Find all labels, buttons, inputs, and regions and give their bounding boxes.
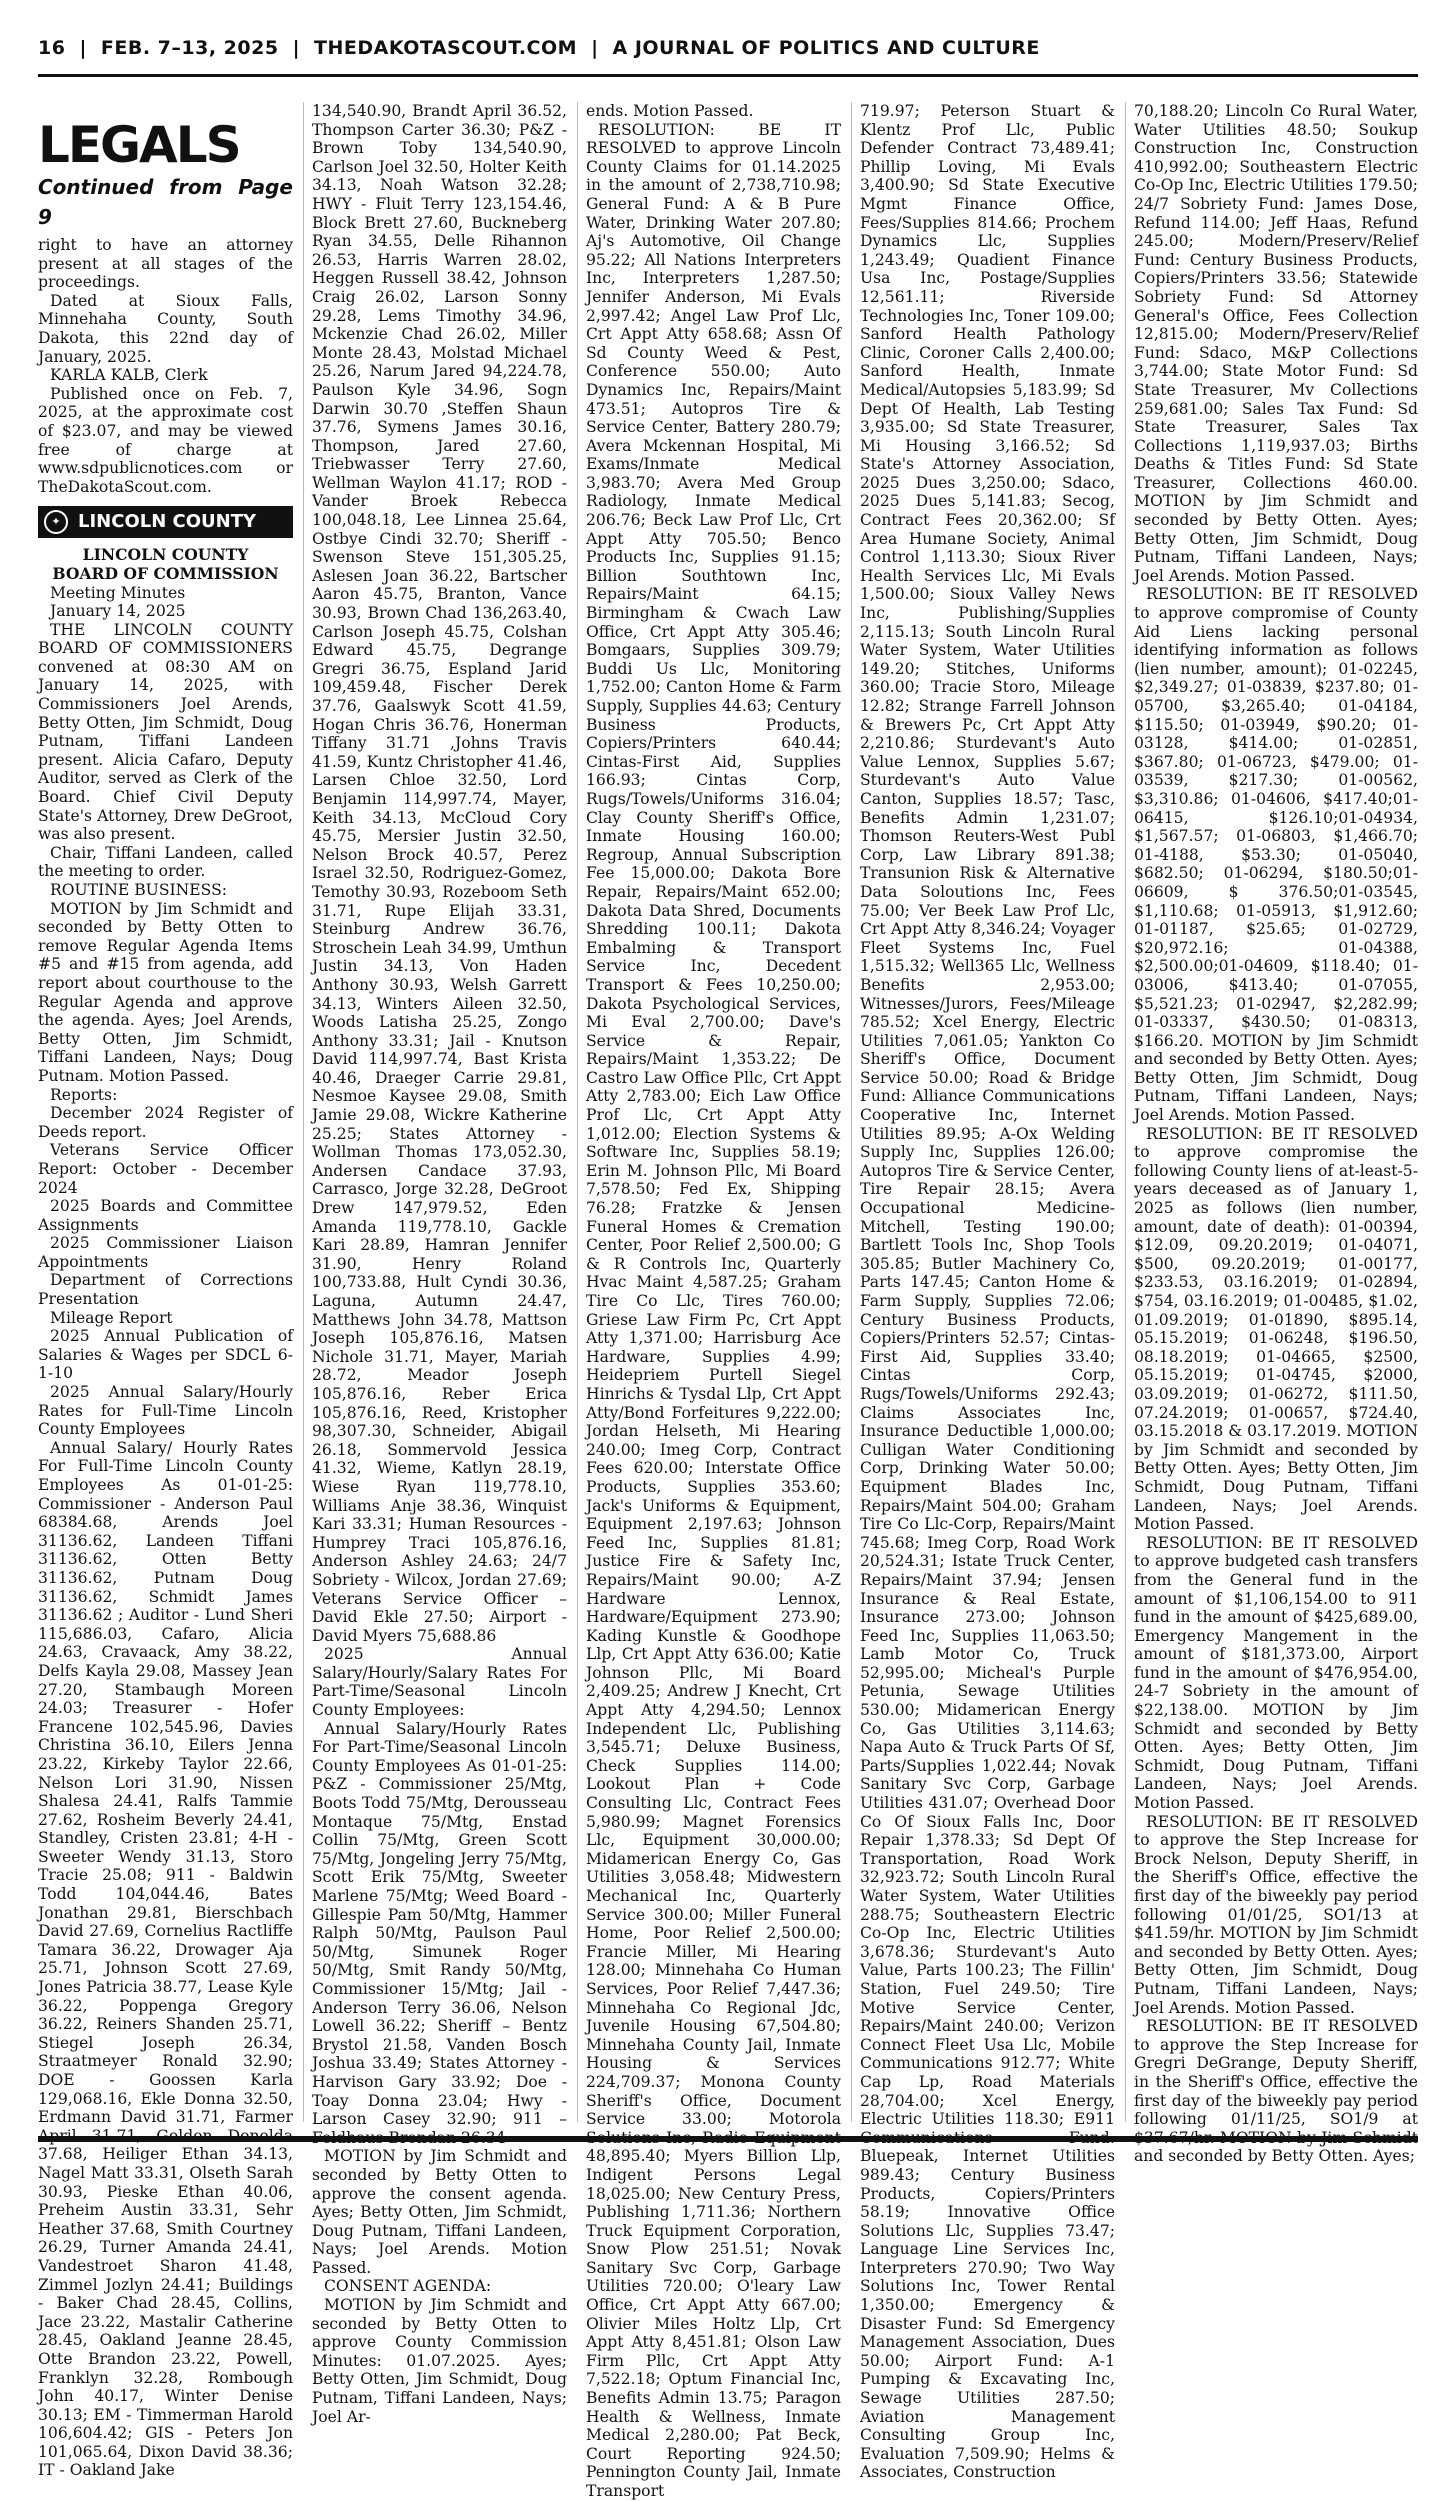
paragraph: 70,188.20; Lincoln Co Rural Water, Water Utilities 48.50; Soukup Construction Inc, Construction 410,992.00; Southeastern Electric Co-Op Inc, Electric Utilities 179.50; 24/7 Sobriety Fund: James Dose, Refund 114.00; Jeff Haas, Refund 245.00; Modern/Preserv/Relief Fund: Century Business Products, Copiers/Printers 33.56; Statewide Sobriety Fund: Sd Attorney General's Office, Fees Collection 12,815.00; Modern/Preserv/Relief Fund: Sdaco, M&P Collections 3,744.00; State Motor Fund: Sd State Treasurer, Mv Collections 259,681.00; Sales Tax Fund: Sd State Treasurer, Sales Tax Collections 1,119,937.03; Births Deaths & Titles Fund: Sd State Treasurer, Collections 460.00. MOTION by Jim Schmidt and seconded by Betty Otten. Ayes; Betty Otten, Jim Schmidt, Doug Putnam, Tiffani Landeen, Nays; Joel Arends. Motion Passed. [1134,102,1418,585]
paragraph: Dated at Sioux Falls, Minnehaha County, South Dakota, this 22nd day of January, 2025. [38,291,293,366]
paragraph: RESOLUTION: BE IT RESOLVED to approve the Step Increase for Gregri DeGrange, Deputy Sheriff, in the Sheriff's Office, effective the first day of the biweekly pay period following 01/11/25, SO1/9 at and seconded by Betty Otten. Ayes; [1134,2017,1418,2166]
paragraph: 2025 Annual Salary/Hourly/Salary Rates For Part-Time/Seasonal Lincoln County Employees: [312,1645,567,1720]
paragraph: RESOLUTION: BE IT RESOLVED to approve compromise of County Aid Liens lacking personal identifying information as follows (lien number, amount); 01-02245, $2,349.27; 01-03839, $237.80; 01-05700, $3,265.40; 01-04184, $115.50; 01-03949, $90.20; 01-03128, $414.00; 01-02851, $367.80; 01-06723, $479.00; 01-03539, $217.30; 01-00562, $3,310.86; 01-04606, $417.40;01-06415, $126.10;01-04934, $1,567.57; 01-06803, $1,466.70; 01-4188, $53.30; 01-05040, $682.50; 01-06294, $180.50;01-06609, $ 376.50;01-03545, $1,110.68; 01-05913, $1,912.60; 01-01187, $25.65; 01-02729, $20,972.16; 01-04388, $2,500.00;01-04609, $118.40; 01-03006, $413.40; 01-07055, $5,521.23; 01-02947, $2,282.99; 01-03337, $430.50; 01-08313, $166.20. MOTION by Jim Schmidt and seconded by Betty Otten. Ayes; Betty Otten, Jim Schmidt, Doug Putnam, Tiffani Landeen, Nays; Joel Arends. Motion Passed. [1134,585,1418,1125]
column-5 [1134,102,1419,2166]
paragraph: Chair, Tiffani Landeen, called the meeting to order. [38,843,293,881]
paragraph: RESOLUTION: BE IT RESOLVED to approve Lincoln County Claims for 01.14.2025 in the amount of 2,738,710.98; General Fund: A & B Pure Water, Drinking Water 207.80; Aj's Automotive, Oil Change 95.22; All Nations Interpreters Inc, Interpreters 1,287.50; Jennifer Anderson, Mi Evals 2,997.42; Angel Law Prof Llc, Crt Appt Atty 658.68; Assn Of Sd County Weed & Pest, Conference 550.00; Auto Dynamics Inc, Repairs/Maint 473.51; Autopros Tire & Service Center, Battery 280.79; Avera Mckennan Hospital, Mi Exams/Inmate Medical 3,983.70; Avera Med Group Radiology, Inmate Medical 206.76; Beck Law Prof Llc, Crt Appt Atty 705.50; Benco Products Inc, Supplies 91.15; Billion Southtown Inc, Repairs/Maint 64.15; Birmingham & Cwach Law Office, Crt Appt Atty 305.46; Bomgaars, Supplies 309.79; Buddi Us Llc, Monitoring 1,752.00; Canton Home & Farm Supply, Supplies 44.63; Century Business Products, Copiers/Printers 640.44; Cintas-First Aid, Supplies 166.93; Cintas Corp, Rugs/Towels/Uniforms 316.04; Clay County Sheriff's Office, Inmate Housing 160.00; Regroup, Annual Subscription Fee 15,000.00; Dakota Bore Repair, Repairs/Maint 652.00; Dakota Data Shred, Documents Shredding 100.11; Dakota Embalming & Transport Service Inc, Decedent Transport & Fees 10,250.00; Dakota Psychological Services, Mi Eval 2,700.00; Dave's Service & Repair, Repairs/Maint 1,353.22; De Castro Law Office Pllc, Crt Appt Atty 2,783.00; Eich Law Office Prof Llc, Crt Appt Atty 1,012.00; Election Systems & Software Inc, Supplies 58.19; Erin M. Johnson Pllc, Mi Board 7,578.50; Fed Ex, Shipping 76.28; Fratzke & Jensen Funeral Homes & Cremation Center, Poor Relief 2,500.00; G & R Controls Inc, Quarterly Hvac Maint 4,587.25; Graham Tire Co Llc, Tires 760.00; Griese Law Firm Pc, Crt Appt Atty 1,371.00; Harrisburg Ace Hardware, Supplies 4.99; Heidepriem Purtell Siegel Hinrichs & Tysdal Llp, Crt Appt Atty/Bond Forfeitures 9,222.00; Jordan Helseth, Mi Hearing 240.00; Imeg Corp, Contract Fees 620.00; Interstate Office Products, Supplies 353.60; Jack's Uniforms & Equipment, Equipment 2,197.63; Johnson Feed Inc, Supplies 81.81; Justice Fire & Safety Inc, Repairs/Maint 90.00; A-Z Hardware Lennox, Hardware/Equipment 273.90; Kading Kunstle & Goodhope Llp, Crt Appt Atty 636.00; Katie Johnson Pllc, Mi Board 2,409.25; Andrew J Knecht, Crt Appt Atty 4,294.50; Lennox Independent Llc, Publishing 3,545.71; Deluxe Business, Check Supplies 114.00; Lookout Plan + Code Consulting Llc, Contract Fees 5,980.99; Magnet Forensics Llc, Equipment 30,000.00; Midamerican Energy Co, Gas Utilities 3,058.48; Midwestern Mechanical Inc, Quarterly Service 300.00; Miller Funeral Home, Poor Relief 2,500.00; Francie Miller, Mi Hearing 128.00; Minnehaha Co Human Services, Poor Relief 7,447.36; Minnehaha Co Regional Jdc, Juvenile Housing 67,504.80; Minnehaha County Jail, Inmate Housing & Services 224,709.37; Monona County Sheriff's Office, Document Service 33.00; Motorola 48,895.40; Myers Billion Llp, Indigent Persons Legal 18,025.00; New Century Press, Publishing 1,711.36; Northern Truck Equipment Corporation, Snow Plow 251.51; Novak Sanitary Svc Corp, Garbage Utilities 720.00; O'leary Law Office, Crt Appt Atty 667.00; Olivier Miles Holtz Llp, Crt Appt Atty 8,451.81; Olson Law Firm Pllc, Crt Appt Atty 7,522.18; Optum Financial Inc, Benefits Admin 13.75; Paragon Health & Wellness, Inmate Medical 2,280.00; Pat Beck, Court Reporting 924.50; Pennington County Jail, Inmate Transport [586,120,841,2500]
section-heading: BOARD OF COMMISSION [52,563,279,583]
paragraph: RESOLUTION: BE IT RESOLVED to approve budgeted cash transfers from the General fund in the amount of $1,106,154.00 to 911 fund in the amount of $425,689.00, Emergency Mangement in the amount of $181,373.00, Airport fund in the amount of $476,954.00, 24-7 Sobriety in the amount of $22,138.00. MOTION by Jim Schmidt and seconded by Betty Otten. Ayes; Betty Otten, Jim Schmidt, Doug Putnam, Tiffani Landeen, Nays; Joel Arends. Motion Passed. [1134,1533,1418,1813]
paragraph: MOTION by Jim Schmidt and seconded by Betty Otten to approve the consent agenda. Ayes; Betty Otten, Jim Schmidt, Doug Putnam, Tiffani Landeen, Nays; Joel Arends. Motion Passed. [312,2147,567,2277]
paragraph: RESOLUTION: BE IT RESOLVED to approve the Step Increase for Brock Nelson, Deputy Sheriff, in the Sheriff's Office, effective the first day of the biweekly pay period following 01/01/25, SO1/13 at $41.59/hr. MOTION by Jim Schmidt and seconded by Betty Otten. Ayes; Betty Otten, Jim Schmidt, Doug Putnam, Tiffani Landeen, Nays; Joel Arends. Motion Passed. [1134,1812,1418,2017]
paragraph: 2025 Annual Salary/Hourly Rates for Full-Time Lincoln County Employees [38,1383,293,1439]
header-separator: | [292,37,301,59]
paragraph: ROUTINE BUSINESS: [50,881,228,899]
column-divider [1125,102,1126,2122]
paragraph: 2025 Boards and Committee Assignments [38,1197,293,1234]
paragraph: MOTION by Jim Schmidt and seconded by Betty Otten to remove Regular Agenda Items #5 and #15 from agenda, add report about courthouse to the Regular Agenda and approve the agenda. Ayes; Joel Arends, Betty Otten, Jim Schmidt, Tiffani Landeen, Nays; Doug Putnam. Motion Passed. [38,899,293,1085]
paragraph: Mileage Report [50,1308,173,1327]
paragraph: Published once on Feb. 7, 2025, at the approximate cost of $23.07, and may be viewed free of charge at www.sdpublicnotices.com or TheDakotaScout.com. [38,384,293,496]
column-divider [851,102,852,2122]
column-divider [577,102,578,2122]
paragraph: Reports: [50,1085,118,1104]
column-2 [312,102,567,2426]
paragraph: THE LINCOLN COUNTY BOARD OF COMMISSIONERS convened at 08:30 AM on January 14, 2025, with Commissioners Joel Arends, Betty Otten, Jim Schmidt, Doug Putnam, Tiffani Landeen present. Alicia Cafaro, Deputy Auditor, served as Clerk of the Board. Chief Civil Deputy State's Attorney, Drew DeGroot, was also present. [38,620,293,844]
section-heading: LINCOLN COUNTY [82,545,249,565]
paragraph: 2025 Annual Publication of Salaries & Wages per SDCL 6-1-10 [38,1327,293,1383]
paragraph: CONSENT AGENDA: [324,2277,492,2296]
paragraph: RESOLUTION: BE IT RESOLVED to approve compromise the following County liens of at-least-5-years deceased as of January 1, 2025 as follows (lien number, amount, date of death): 01-00394, $12.09, 09.20.2019; 01-04071, $500, 09.20.2019; 01-00177, $233.53, 03.16.2019; 01-02894, $754, 03.16.2019; 01-00485, $1.02, 01.09.2019; 01-01890, $895.14, 05.15.2019; 01-06248, $196.50, 08.18.2019; 01-04665, $2500, 05.15.2019; 01-04745, $2000, 03.09.2019; 01-06272, $111.50, 07.24.2019; 01-00657, $724.40, 03.15.2018 & 03.17.2019. MOTION by Jim Schmidt and seconded by Betty Otten. Ayes; Betty Otten, Jim Schmidt, Doug Putnam, Tiffani Landeen, Nays; Joel Arends. Motion Passed. [1134,1124,1419,1534]
col1-intro [38,236,293,496]
header-separator: | [79,37,87,59]
page-header [38,30,1418,66]
paragraph: Meeting Minutes [50,583,186,602]
column-1 [38,102,293,2480]
paragraph: 2025 Commissioner Liaison Appointments [38,1234,293,1271]
header-rule [38,74,1418,77]
page-number: 16 [38,37,66,59]
legals-heading: LEGALS [38,116,240,174]
issue-date: FEB. 7–13, 2025 [100,37,279,59]
county-seal-icon: ✦ [44,510,68,534]
site-name[interactable]: THEDAKOTASCOUT.COM [314,37,578,59]
paragraph: 719.97; Peterson Stuart & Klentz Prof Llc, Public Defender Contract 73,489.41; Phillip Loving, Mi Evals 3,400.90; Sd State Executive Mgmt Finance Office, Fees/Supplies 814.66; Prochem Dynamics Llc, Supplies 1,243.49; Quadient Finance Usa Inc, Postage/Supplies 12,561.11; Riverside Technologies Inc, Toner 109.00; Sanford Health Pathology Clinic, Coroner Calls 2,400.00; Sanford Health, Inmate Medical/Autopsies 5,183.99; Sd Dept Of Health, Lab Testing 3,935.00; Sd State Treasurer, Mi Housing 3,166.52; Sd State's Attorney Association, 2025 Dues 3,250.00; Sdaco, 2025 Dues 5,141.83; Secog, Contract Fees 20,362.00; Sf Area Humane Society, Animal Control 1,113.30; Sioux River Health Services Llc, Mi Evals 1,500.00; Sioux Valley News Inc, Publishing/Supplies 2,115.13; South Lincoln Rural Water System, Water Utilities 149.20; Stitches, Uniforms 360.00; Tracie Storo, Mileage 12.82; Strange Farrell Johnson & Brewers Pc, Crt Appt Atty 2,210.86; Sturdevant's Auto Value Lennox, Supplies 5.67; Sturdevant's Auto Value Canton, Supplies 18.57; Tasc, Benefits Admin 1,231.07; Thomson Reuters-West Publ Corp, Law Library 891.38; Transunion Risk & Alternative Data Soloutions Inc, Fees 75.00; Ver Beek Law Prof Llc, Crt Appt Atty 8,346.24; Voyager Fleet Systems Inc, Fuel 1,515.32; Well365 Llc, Wellness Benefits 2,953.00; Witnesses/Jurors, Fees/Mileage 785.52; Xcel Energy, Electric Utilities 7,061.05; Yankton Co Sheriff's Office, Document Service 50.00; Road & Bridge Fund: Alliance Communications Cooperative Inc, Internet Utilities 89.95; A-Ox Welding Supply Inc, Supplies 126.00; Autopros Tire & Service Center, Tire Repair 28.15; Avera Occupational Medicine-Mitchell, Testing 190.00; Bartlett Tools Inc, Shop Tools 305.85; Butler Machinery Co, Parts 147.45; Canton Home & Farm Supply, Supplies 72.06; Century Business Products, Copiers/Printers 52.57; Cintas-First Aid, Supplies 33.40; Cintas Corp, Rugs/Towels/Uniforms 292.43; Claims Associates Inc, Insurance Deductible 1,000.00; Culligan Water Conditioning Corp, Drinking Water 50.00; Equipment Blades Inc, Repairs/Maint 504.00; Graham Tire Co Llc-Corp, Repairs/Maint 745.68; Imeg Corp, Road Work 20,524.31; Istate Truck Center, Repairs/Maint 37.94; Jensen Insurance & Real Estate, Insurance 273.00; Johnson Feed Inc, Supplies 11,063.50; Lamb Motor Co, Truck 52,995.00; Micheal's Purple Petunia, Sewage Utilities 530.00; Midamerican Energy Co, Gas Utilities 3,114.63; Napa Auto & Truck Parts Of Sf, Parts/Supplies 1,022.44; Novak Sanitary Svc Corp, Garbage Utilities 431.07; Overhead Door Co Of Sioux Falls Inc, Door Repair 1,378.33; Sd Dept Of Transportation, Road Work 32,923.72; South Lincoln Rural Water System, Water Utilities 288.75; Southeastern Electric Co-Op Inc, Electric Utilities 3,678.36; Sturdevant's Auto Value, Parts 100.23; The Fillin' Station, Fuel 249.50; Tire Motive Service Center, Repairs/Maint 240.00; Verizon Connect Fleet Usa Llc, Mobile Communications 912.77; White Cap Lp, Road Materials 28,704.00; Xcel Energy, Electric Utilities 118.30; E911 Bluepeak, Internet Utilities 989.43; Century Business Products, Copiers/Printers 58.19; Innovative Office Solutions Llc, Supplies 73.47; Language Line Services Inc, Interpreters 270.90; Two Way Solutions Inc, Tower Rental 1,350.00; Emergency & Disaster Fund: Sd Emergency Management Association, Dues 50.00; Airport Fund: A-1 Pumping & Excavating Inc, Sewage Utilities 287.50; Aviation Management Consulting Group Inc, Evaluation 7,509.90; Helms & Associates, Construction [860,102,1115,2482]
paragraph: January 14, 2025 [50,602,186,621]
paragraph: December 2024 Register of Deeds report. [38,1104,293,1141]
paragraph: Veterans Service Officer Report: October - December 2024 [38,1141,293,1197]
paragraph: Annual Salary/Hourly Rates For Part-Time/Seasonal Lincoln County Employees As 01-01-25: P&Z - Commissioner 25/Mtg, Boots Todd 75/Mtg, Derousseau Montaque 75/Mtg, Enstad Collin 75/Mtg, Green Scott 75/Mtg, Jongeling Jerry 75/Mtg, Scott Erik 75/Mtg, Sweeter Marlene 75/Mtg; Weed Board - Gillespie Pam 50/Mtg, Hammer Ralph 50/Mtg, Paulson Paul 50/Mtg, Simunek Roger 50/Mtg, Smit Randy 50/Mtg, Commissioner 15/Mtg; Jail - Anderson Terry 36.06, Nelson Lowell 36.22; Sheriff – Bentz Brystol 21.58, Vanden Bosch Joshua 33.49; States Attorney - Harvison Gary 33.92; Doe - Toay Donna 23.04; Hwy - Larson Casey 32.90; 911 – [312,1719,567,2129]
paragraph: right to have an attorney present at all stages of the proceedings. [38,236,293,292]
paragraph: KARLA KALB, Clerk [50,366,208,385]
continued-note: Continued from Page 9 [38,175,293,229]
paragraph: ends. Motion Passed. [586,102,754,120]
column-4 [860,102,1115,2482]
column-3 [586,102,841,2500]
paragraph: Department of Corrections Presentation [38,1271,293,1309]
footer-rule [38,2136,1418,2142]
paragraph: Annual Salary/ Hourly Rates For Full-Time Lincoln County Employees As 01-01-25: Commissioner - Anderson Paul 68384.68, Arends Joel 31136.62, Landeen Tiffani 31136.62, Otten Betty 31136.62, Putnam Doug 31136.62, Schmidt James 31136.62 ; Auditor - Lund Sheri 115,686.03, Cafaro, Alicia 24.63, Cravaack, Amy 38.22, Delfs Kayla 29.08, Massey Jean 27.20, Stambaugh Moreen 24.03; Treasurer - Hofer Francene 102,545.96, Davies Christina 36.10, Eilers Jenna 23.22, Kirkeby Taylor 22.66, Nelson Lori 31.90, Nissen Shalesa 24.41, Ralfs Tammie 27.62, Rosheim Beverly 24.41, Standley, Cristen 23.81; 4-H - Sweeter Wendy 31.13, Storo Tracie 25.08; 911 - Baldwin Todd 104,044.46, Bates Jonathan 29.81, Bierschbach David 27.69, Cornelius Ractliffe Tamara 36.22, Drowager Aja 25.71, Johnson Scott 27.69, Jones Patricia 38.77, Lease Kyle 36.22, Poppenga Gregory 36.22, Reiners Shanden 25.71, Stiegel Joseph 26.34, Straatmeyer Ronald 32.90; DOE - Goossen Karla 129,068.16, Ekle Donna 32.50, Erdmann David 31.71, Farmer 37.68, Heiliger Ethan 34.13, Nagel Matt 33.31, Olseth Sarah 30.93, Pieske Ethan 40.06, Preheim Austin 33.31, Sehr Heather 37.68, Smith Courtney 26.29, Turner Amanda 24.41, Vandestroet Sharon 41.48, Zimmel Jozlyn 24.41; Buildings - Baker Chad 28.45, Collins, Jace 23.22, Mastalir Catherine 28.45, Oakland Jeanne 28.45, Otte Brandon 23.22, Powell, Franklyn 32.28, Rombough John 40.17, Winter Denise 30.13; EM - Timmerman Harold 106,604.42; GIS - Peters Jon 101,065.64, Dixon David 38.36; IT - Oakland Jake [38,1438,293,2480]
column-divider [303,102,304,2122]
paragraph: 134,540.90, Brandt April 36.52, Thompson Carter 36.30; P&Z - Brown Toby 134,540.90, Carlson Joel 32.50, Holter Keith 34.13, Noah Watson 32.28; HWY - Fluit Terry 123,154.46, Block Brett 27.60, Buckneberg Ryan 34.55, Delle Rihannon 26.53, Harris Warren 28.02, Heggen Russell 38.42, Johnson Craig 26.02, Larson Sonny 29.28, Lems Timothy 34.96, Mckenzie Chad 26.02, Miller Monte 28.43, Molstad Michael 25.26, Narum Jared 94,224.78, Paulson Kyle 34.96, Sogn Darwin 30.70 ,Steffen Shaun 37.76, Symens James 30.16, Thompson, Jared 27.60, Triebwasser Terry 27.60, Wellman Waylon 41.17; ROD - Vander Broek Rebecca 100,048.18, Lee Linnea 25.64, Ostbye Cindi 32.70; Sheriff - Swenson Steve 151,305.25, Aslesen Joan 36.22, Bartscher Aaron 45.75, Branton, Vance 30.93, Brown Chad 136,263.40, Carlson Joseph 45.75, Colshan Edward 45.75, Degrange Gregri 36.75, Espland Jarid 109,459.48, Fischer Derek 37.76, Gaalswyk Scott 41.59, Hogan Chris 36.76, Honerman Tiffany 31.71 ,Johns Travis 41.59, Kuntz Christopher 41.46, Larsen Chloe 32.50, Lord Benjamin 114,997.74, Mayer, Keith 34.13, McCloud Cory 45.75, Mersier Justin 32.50, Nelson Brock 40.57, Perez Israel 32.50, Rodriguez-Gomez, Temothy 30.93, Rozeboom Seth 31.71, Rupe Elijah 33.31, Steinburg Andrew 36.76, Stroschein Leah 34.99, Umthun Justin 34.13, Von Haden Anthony 30.93, Welsh Garrett 34.13, Winters Aileen 32.50, Woods Latisha 25.25, Zongo Anthony 33.31; Jail - Knutson David 114,997.74, Bast Krista 40.46, Draeger Carrie 29.81, Nesmoe Kaysee 29.08, Smith Jamie 29.08, Wickre Katherine 25.25; States Attorney - Wollman Thomas 173,052.30, Andersen Candace 37.93, Carrasco, Jorge 32.28, DeGroot Drew 147,979.52, Eden Amanda 119,778.10, Gackle Kari 28.89, Hamran Jennifer 31.90, Henry Roland 100,733.88, Hult Cyndi 30.36, Laguna, Autumn 24.47, Matthews John 34.78, Mattson Joseph 105,876.16, Matsen Nichole 31.71, Mayer, Mariah 28.72, Meador Joseph 105,876.16, Reber Erica 105,876.16, Reed, Kristopher 98,307.30, Schneider, Abigail 26.18, Sommervold Jessica 41.32, Wieme, Katlyn 28.19, Wiese Ryan 119,778.10, Williams Anje 38.36, Winquist Kari 33.31; Human Resources - Humprey Traci 105,876.16, Anderson Ashley 24.63; 24/7 Sobriety - Wilcox, Jordan 27.69; Veterans Service Officer – David Ekle 27.50; Airport - David Myers 75,688.86 [312,102,567,1645]
county-bar-label: LINCOLN COUNTY [78,511,257,533]
county-bar [38,506,293,538]
tagline: A JOURNAL OF POLITICS AND CULTURE [612,37,1040,59]
header-separator: | [591,37,599,59]
paragraph: MOTION by Jim Schmidt and seconded by Betty Otten to approve County Commission Minutes: 01.07.2025. Ayes; Betty Otten, Jim Schmidt, Doug Putnam, Tiffani Landeen, Nays; Joel Ar- [312,2296,567,2426]
